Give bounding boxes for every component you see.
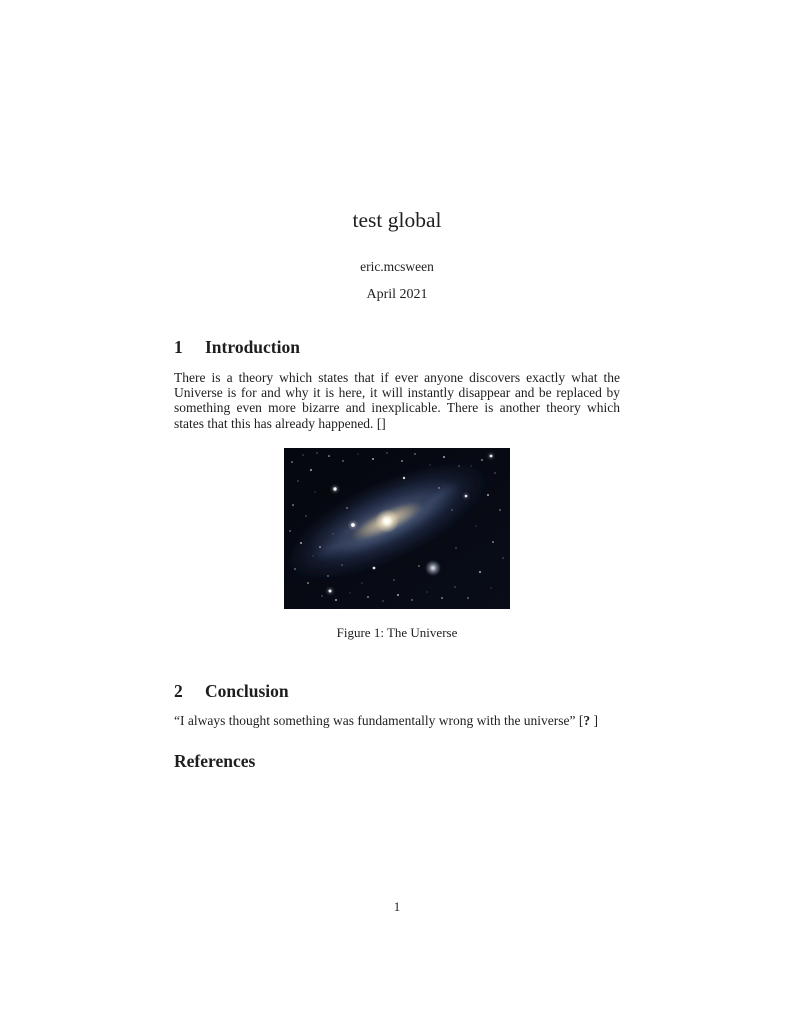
conclusion-paragraph (174, 713, 620, 728)
conclusion-quote: “I always thought something was fundamentally wrong with the universe” (174, 712, 576, 728)
empty-citation-bracket: [] (376, 415, 386, 431)
references-heading: References (174, 751, 256, 772)
page-number: 1 (393, 899, 401, 914)
introduction-paragraph (174, 370, 620, 431)
galaxy-image (284, 448, 510, 609)
citation-bracket-open: [ (578, 712, 584, 728)
figure-1-caption: Figure 1: The Universe (336, 624, 458, 640)
section-conclusion-title: Conclusion (205, 680, 289, 701)
citation-bracket-close: ] (593, 712, 599, 728)
section-conclusion-heading (174, 681, 620, 702)
document-author: eric.mcsween (360, 259, 434, 274)
document-date: April 2021 (366, 287, 428, 302)
section-introduction-heading (174, 337, 620, 358)
figure-1 (174, 448, 620, 640)
section-introduction-title: Introduction (205, 337, 300, 357)
section-conclusion-number: 2 (174, 680, 183, 701)
introduction-text: There is a theory which states that if ever anyone discovers exactly what the Universe is for and why it is here, it will instantly disappear and be replaced by something even more bizarre and inexplicable. There is another theory which states that this has already happened. (174, 370, 620, 431)
citation-question-mark: ? (583, 712, 591, 728)
content-column (174, 337, 620, 772)
document-title: test global (352, 208, 442, 232)
section-introduction-number: 1 (174, 337, 183, 357)
